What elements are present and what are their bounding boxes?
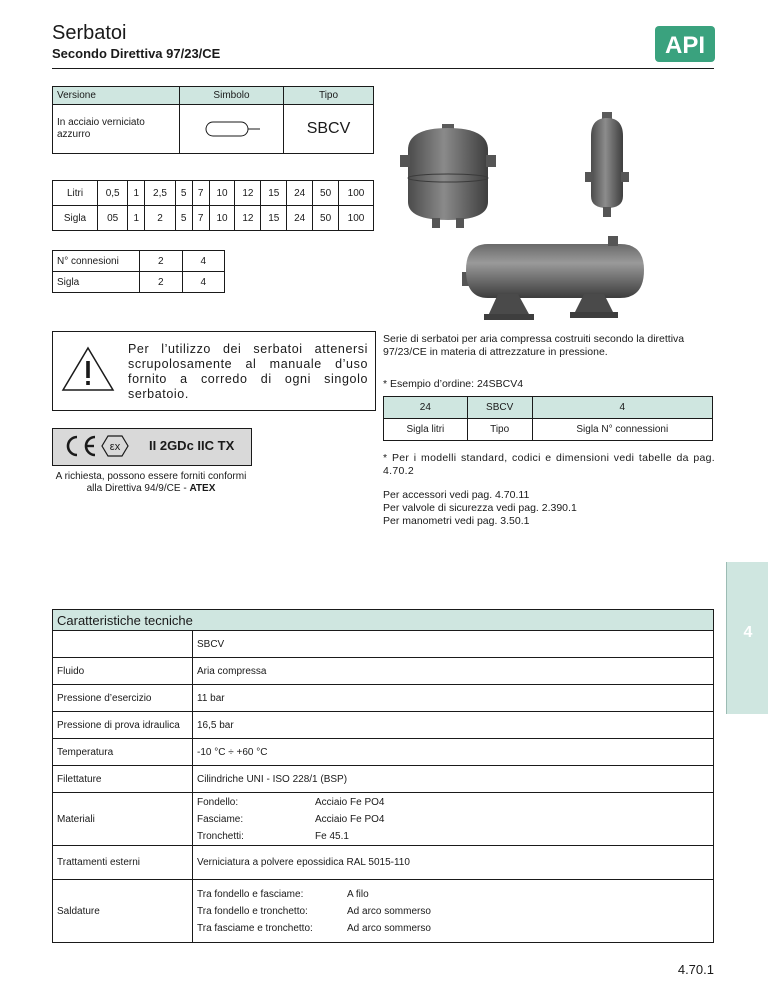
saldature-list — [193, 880, 714, 943]
page-title: Serbatoi — [52, 22, 127, 44]
connessioni-value: 2 — [140, 251, 183, 272]
ref-manometri: Per manometri vedi pag. 3.50.1 — [383, 515, 530, 527]
saldature-key: Tra fasciame e tronchetto: — [197, 922, 313, 934]
tank-vertical-small-image — [585, 110, 629, 220]
materiali-value: Acciaio Fe PO4 — [315, 813, 385, 825]
sigla-value: 7 — [192, 206, 209, 231]
ex-mark-icon — [101, 433, 129, 459]
tank-horizontal-image — [458, 236, 650, 324]
sigla-value: 12 — [235, 206, 261, 231]
saldature-key: Tra fondello e fasciame: — [197, 888, 304, 900]
warning-icon — [60, 345, 116, 393]
connessioni-label: N° connesioni — [53, 251, 140, 272]
connessioni-sigla-label: Sigla — [53, 272, 140, 293]
materiali-key: Tronchetti: — [197, 830, 244, 842]
row-label: Filettature — [53, 766, 193, 793]
caratteristiche-title: Caratteristiche tecniche — [53, 610, 714, 631]
section-tab-label: 4 — [743, 624, 753, 641]
sigla-value: 100 — [339, 206, 374, 231]
atex-note: A richiesta, possono essere forniti conformi alla Direttiva 94/9/CE - ATEX — [55, 471, 247, 494]
connessioni-value: 4 — [182, 251, 225, 272]
svg-text:API: API — [664, 32, 706, 59]
sigla-label: Sigla — [53, 206, 98, 231]
litri-value: 50 — [313, 181, 339, 206]
order-label-connessioni: Sigla N° connessioni — [532, 419, 712, 441]
ref-valvole: Per valvole di sicurezza vedi pag. 2.390.1 — [383, 502, 577, 514]
models-note: * Per i modelli standard, codici e dimensioni vedi tabelle da pag. 4.70.2 — [383, 452, 715, 477]
sigla-value: 2 — [145, 206, 175, 231]
row-value: Aria compressa — [193, 658, 714, 685]
litri-value: 1 — [128, 181, 145, 206]
litri-value: 24 — [287, 181, 313, 206]
litri-value: 2,5 — [145, 181, 175, 206]
row-value: Cilindriche UNI - ISO 228/1 (BSP) — [193, 766, 714, 793]
simbolo-cell — [180, 105, 284, 154]
saldature-value: Ad arco sommerso — [347, 922, 431, 934]
litri-value: 10 — [209, 181, 235, 206]
materiali-value: Acciaio Fe PO4 — [315, 796, 385, 808]
caratteristiche-empty-cell — [53, 631, 193, 658]
row-value: 16,5 bar — [193, 712, 714, 739]
sigla-value: 1 — [128, 206, 145, 231]
saldature-key: Tra fondello e tronchetto: — [197, 905, 308, 917]
tipo-value: SBCV — [284, 105, 374, 154]
row-label: Temperatura — [53, 739, 193, 766]
row-value: 11 bar — [193, 685, 714, 712]
materiali-value: Fe 45.1 — [315, 830, 349, 842]
order-table — [383, 396, 713, 441]
section-tab — [726, 562, 768, 714]
litri-value: 7 — [192, 181, 209, 206]
warning-text: Per l’utilizzo dei serbatoi attenersi scrupolosamente al manuale d’uso fornito a corredo di ogni singolo serbatoio. — [128, 342, 368, 401]
ref-accessori: Per accessori vedi pag. 4.70.11 — [383, 489, 530, 501]
order-label-tipo: Tipo — [467, 419, 532, 441]
order-code-litri: 24 — [384, 397, 468, 419]
header-simbolo: Simbolo — [180, 87, 284, 105]
trattamenti-label: Trattamenti esterni — [53, 846, 193, 880]
row-value: -10 °C ÷ +60 °C — [193, 739, 714, 766]
saldature-label: Saldature — [53, 880, 193, 943]
page-number: 4.70.1 — [677, 962, 714, 977]
sigla-value: 50 — [313, 206, 339, 231]
sigla-value: 10 — [209, 206, 235, 231]
materiali-key: Fasciame: — [197, 813, 244, 825]
tank-symbol-icon — [184, 119, 279, 139]
litri-value: 5 — [175, 181, 192, 206]
connessioni-table — [52, 250, 225, 293]
description-intro: Serie di serbatoi per aria compressa costruiti secondo la direttiva 97/23/CE in materia di attrezzature in pressione. — [383, 333, 685, 358]
row-label: Pressione di prova idraulica — [53, 712, 193, 739]
api-logo — [655, 26, 715, 62]
versione-label: In acciaio verniciato azzurro — [53, 105, 180, 154]
materiali-label: Materiali — [53, 793, 193, 846]
materiali-list — [193, 793, 714, 846]
materiali-key: Fondello: — [197, 796, 239, 808]
atex-marking: II 2GDc IIC TX — [149, 438, 235, 453]
header-versione: Versione — [53, 87, 180, 105]
header-tipo: Tipo — [284, 87, 374, 105]
sigla-value: 24 — [287, 206, 313, 231]
sigla-value: 5 — [175, 206, 192, 231]
header-divider — [52, 68, 714, 69]
saldature-value: Ad arco sommerso — [347, 905, 431, 917]
connessioni-sigla-value: 2 — [140, 272, 183, 293]
order-example: * Esempio d’ordine: 24SBCV4 — [383, 378, 524, 390]
trattamenti-value: Verniciatura a polvere epossidica RAL 5015-110 — [193, 846, 714, 880]
ce-mark-icon — [62, 434, 98, 458]
caratteristiche-table — [52, 609, 714, 943]
row-label: Pressione d’esercizio — [53, 685, 193, 712]
litri-value: 15 — [261, 181, 287, 206]
litri-label: Litri — [53, 181, 98, 206]
versione-table — [52, 86, 374, 154]
row-label: Fluido — [53, 658, 193, 685]
litri-value: 100 — [339, 181, 374, 206]
sigla-value: 05 — [98, 206, 128, 231]
tank-vertical-large-image — [398, 120, 498, 232]
litri-value: 0,5 — [98, 181, 128, 206]
order-code-connessioni: 4 — [532, 397, 712, 419]
saldature-value: A filo — [347, 888, 369, 900]
page-subtitle: Secondo Direttiva 97/23/CE — [52, 46, 221, 61]
order-code-tipo: SBCV — [467, 397, 532, 419]
litri-value: 12 — [235, 181, 261, 206]
caratteristiche-col-header: SBCV — [193, 631, 714, 658]
litri-table — [52, 180, 374, 231]
connessioni-sigla-value: 4 — [182, 272, 225, 293]
svg-text:εx: εx — [109, 441, 121, 453]
order-label-litri: Sigla litri — [384, 419, 468, 441]
sigla-value: 15 — [261, 206, 287, 231]
